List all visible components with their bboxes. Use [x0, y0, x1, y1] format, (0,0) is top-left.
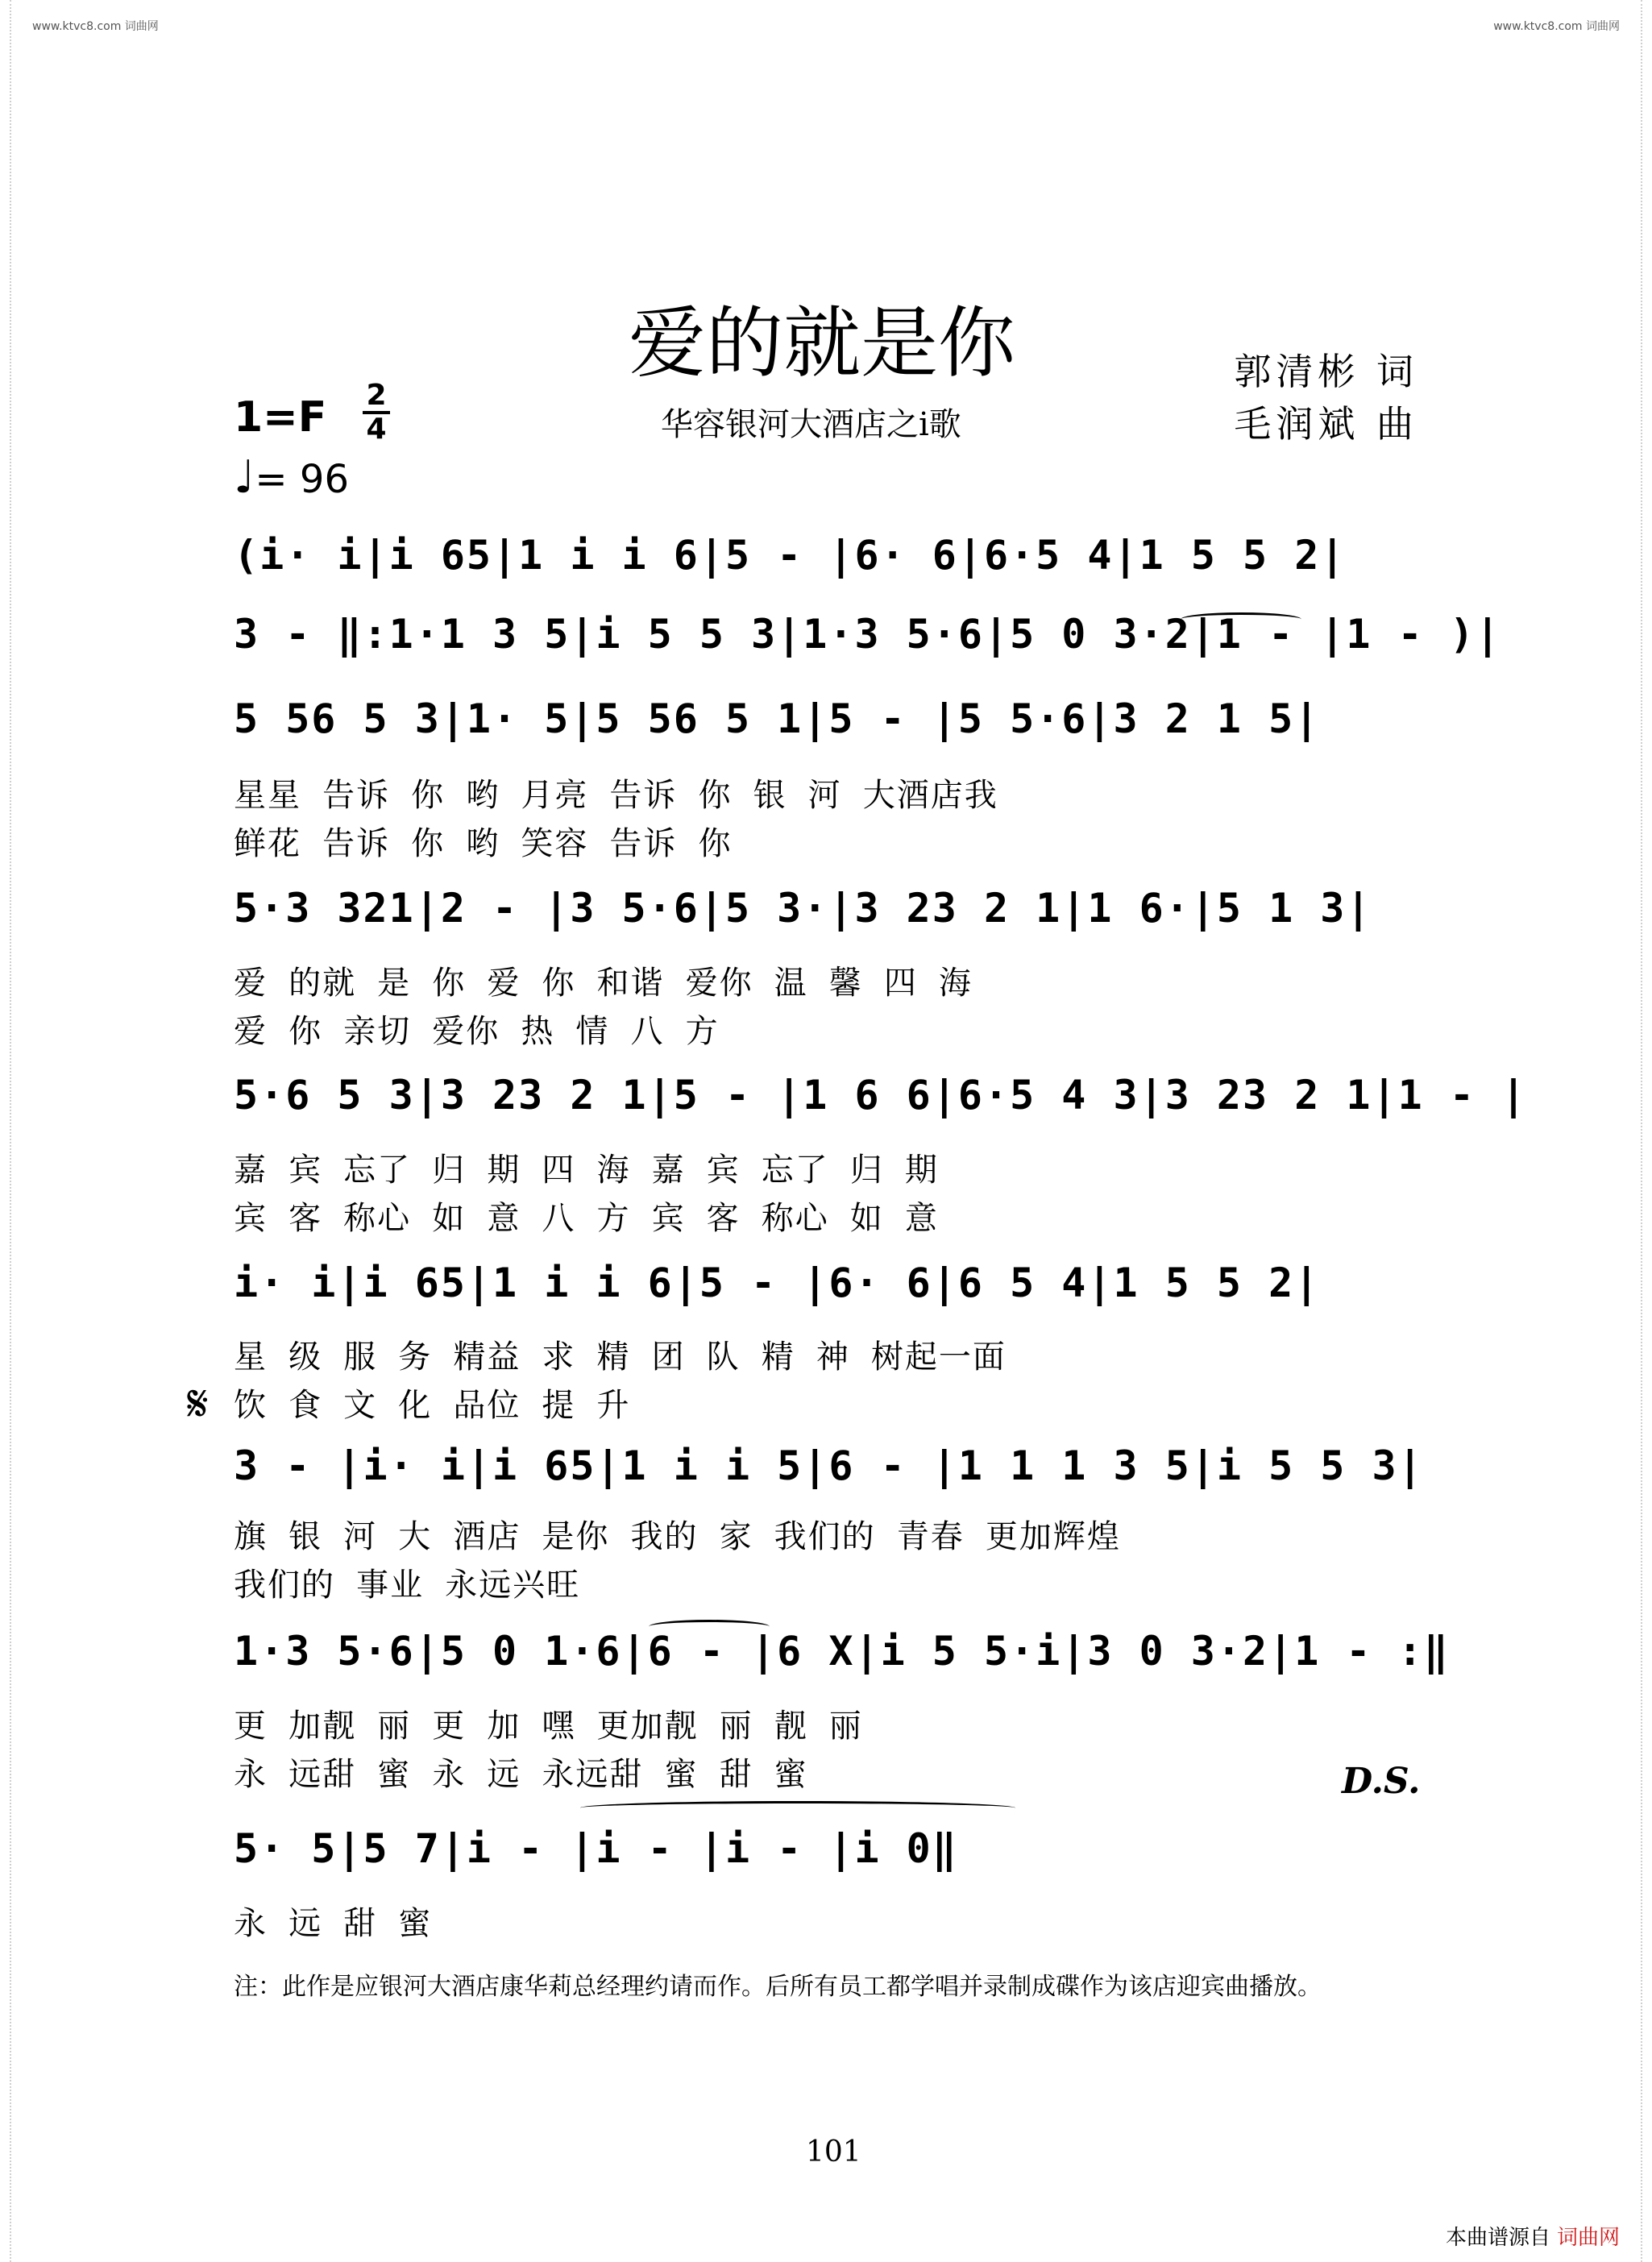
score-row-9: 5· 5|5 7|i - |i - |i - |i 0‖ — [234, 1825, 958, 1872]
song-subtitle: 华容银河大酒店之i歌 — [661, 406, 961, 443]
lyric-row-3a: 星星 告诉 你 哟 月亮 告诉 你 银 河 大酒店我 — [234, 777, 998, 814]
lyric-row-4b: 爱 你 亲切 爱你 热 情 八 方 — [234, 1013, 720, 1050]
segno-sign: 𝄋 — [187, 1374, 209, 1433]
source-label: 本曲谱源自 — [1445, 2226, 1550, 2250]
source-credit — [1446, 2221, 1620, 2251]
page-number: 101 — [806, 2135, 861, 2169]
slur-mark — [1181, 612, 1301, 626]
footnote: 注：此作是应银河大酒店康华莉总经理约请而作。后所有员工都学唱并录制成碟作为该店迎宾曲播放。 — [234, 1973, 1322, 2001]
dal-segno-marking: D.S. — [1342, 1761, 1421, 1802]
lyric-row-8b: 永 远甜 蜜 永 远 永远甜 蜜 甜 蜜 — [234, 1756, 808, 1793]
lyric-row-5a: 嘉 宾 忘了 归 期 四 海 嘉 宾 忘了 归 期 — [234, 1152, 939, 1189]
score-row-6: i· i|i 65|1 i i 6|5 - |6· 6|6 5 4|1 5 5 2| — [234, 1260, 1321, 1306]
time-signature-top: 2 — [366, 379, 387, 412]
key-signature: 1=F — [234, 393, 327, 442]
left-margin-decoration — [0, 0, 11, 2262]
score-row-1: (i· i|i 65|1 i i 6|5 - |6· 6|6·5 4|1 5 5 2| — [234, 532, 1347, 579]
lyric-row-5b: 宾 客 称心 如 意 八 方 宾 客 称心 如 意 — [234, 1200, 939, 1237]
lyric-row-4a: 爱 的就 是 你 爱 你 和谐 爱你 温 馨 四 海 — [234, 965, 973, 1002]
lyric-row-3b: 鲜花 告诉 你 哟 笑容 告诉 你 — [234, 825, 733, 862]
watermark-left: www.ktvc8.com 词曲网 — [32, 20, 159, 33]
right-margin-decoration — [1641, 0, 1652, 2262]
score-row-8: 1·3 5·6|5 0 1·6|6 - |6 X|i 5 5·i|3 0 3·2|1 - :‖ — [234, 1628, 1450, 1675]
song-title: 爱的就是你 — [629, 298, 1015, 388]
composer-credit: 毛润斌 曲 — [1234, 402, 1418, 446]
lyric-row-8a: 更 加靓 丽 更 加 嘿 更加靓 丽 靓 丽 — [234, 1708, 863, 1745]
lyric-row-6a: 星 级 服 务 精益 求 精 团 队 精 神 树起一面 — [234, 1339, 1007, 1376]
score-row-2: 3 - ‖:1·1 3 5|i 5 5 3|1·3 5·6|5 0 3·2|1 - |1 - )| — [234, 611, 1502, 658]
score-row-5: 5·6 5 3|3 23 2 1|5 - |1 6 6|6·5 4 3|3 23 2 1|1 - | — [234, 1072, 1528, 1119]
tie-mark — [580, 1801, 1015, 1815]
lyric-row-7b: 我们的 事业 永远兴旺 — [234, 1567, 581, 1604]
lyricist-credit: 郭清彬 词 — [1234, 350, 1418, 393]
tempo-marking — [234, 451, 349, 504]
lyric-row-7a: 旗 银 河 大 酒店 是你 我的 家 我们的 青春 更加辉煌 — [234, 1518, 1121, 1555]
watermark-right: www.ktvc8.com 词曲网 — [1493, 20, 1620, 33]
lyric-row-6b: 饮 食 文 化 品位 提 升 — [234, 1387, 631, 1424]
slur-mark — [649, 1620, 770, 1633]
quarter-note-icon: ♩ — [234, 451, 255, 504]
score-row-3: 5 56 5 3|1· 5|5 56 5 1|5 - |5 5·6|3 2 1 5| — [234, 695, 1321, 742]
score-row-7: 3 - |i· i|i 65|1 i i 5|6 - |1 1 1 3 5|i 5 5 3| — [234, 1442, 1424, 1489]
score-row-4: 5·3 321|2 - |3 5·6|5 3·|3 23 2 1|1 6·|5 1 3| — [234, 885, 1372, 932]
lyric-row-9: 永 远 甜 蜜 — [234, 1905, 433, 1942]
source-brand-link[interactable]: 词曲网 — [1556, 2226, 1620, 2250]
time-signature-bottom: 4 — [366, 413, 387, 446]
time-signature — [363, 380, 390, 445]
tempo-value: = 96 — [255, 457, 349, 502]
